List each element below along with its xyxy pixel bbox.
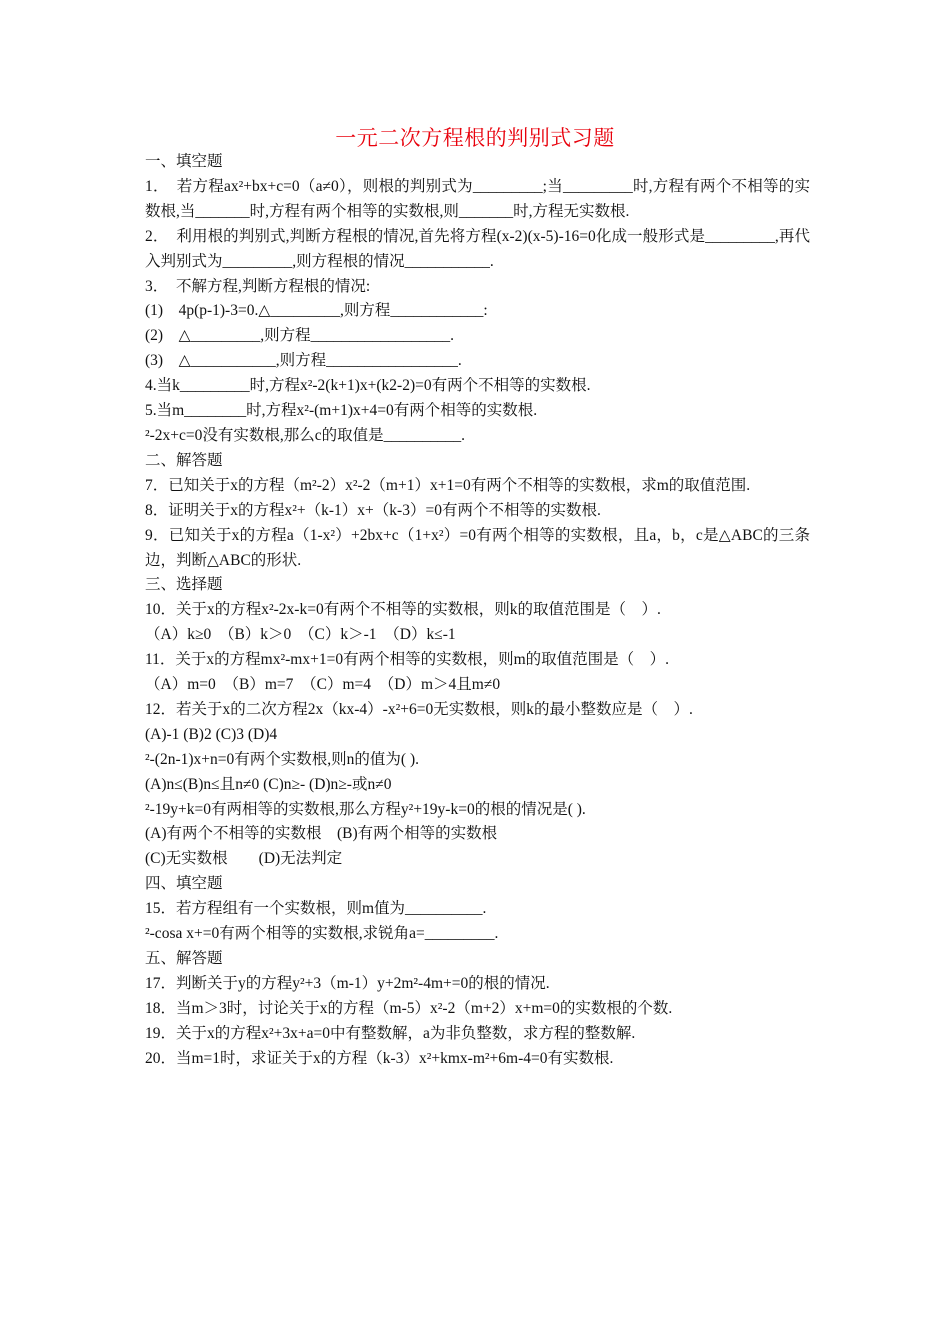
question-11-options: （A）m=0 （B）m=7 （C）m=4 （D）m＞4且m≠0 [145,676,501,694]
question-14: ²-19y+k=0有两相等的实数根,那么方程y²+19y-k=0的根的情况是( ). [145,800,586,818]
question-13: ²-(2n-1)x+n=0有两个实数根,则n的值为( ). [145,750,419,768]
question-9: 9．已知关于x的方程a（1-x²）+2bx+c（1+x²）=0有两个相等的实数根，且a，b，c是△ABC的三条边，判断△ABC的形状. [145,526,810,569]
question-5: 5.当m________时,方程x²-(m+1)x+4=0有两个相等的实数根. [145,402,538,420]
question-7: 7．已知关于x的方程（m²-2）x²-2（m+1）x+1=0有两个不相等的实数根，求m的取值范围. [145,476,751,494]
question-2: 2． 利用根的判别式,判断方程根的情况,首先将方程(x-2)(x-5)-16=0化成一般形式是_________,再代入判别式为_________,则方程根的情况___________. [145,227,810,270]
question-17: 17．判断关于y的方程y²+3（m-1）y+2m²-4m+=0的根的情况. [145,974,550,992]
question-16: ²-cosa x+=0有两个相等的实数根,求锐角a=_________. [145,925,499,943]
question-11: 11．关于x的方程mx²-mx+1=0有两个相等的实数根，则m的取值范围是（ ）. [145,651,670,669]
question-10: 10．关于x的方程x²-2x-k=0有两个不相等的实数根，则k的取值范围是（ ）. [145,601,661,619]
question-18: 18．当m＞3时，讨论关于x的方程（m-5）x²-2（m+2）x+m=0的实数根的个数. [145,999,673,1017]
section-heading-fill-in-2: 四、填空题 [145,875,223,893]
question-14-options-ab: (A)有两个不相等的实数根 (B)有两个相等的实数根 [145,825,498,843]
question-6: ²-2x+c=0没有实数根,那么c的取值是__________. [145,426,466,444]
question-8: 8．证明关于x的方程x²+（k-1）x+（k-3）=0有两个不相等的实数根. [145,501,601,519]
question-14-options-cd: (C)无实数根 (D)无法判定 [145,850,343,868]
question-4: 4.当k_________时,方程x²-2(k+1)x+(k2-2)=0有两个不相等的实数根. [145,377,591,395]
question-10-options: （A）k≥0 （B）k＞0 （C）k＞-1 （D）k≤-1 [145,626,456,644]
question-13-options: (A)n≤(B)n≤且n≠0 (C)n≥- (D)n≥-或n≠0 [145,775,392,793]
document-title: 一元二次方程根的判别式习题 [335,126,615,150]
question-3-part-3: (3) △___________,则方程_________________. [145,352,462,370]
section-heading-solve-2: 五、解答题 [145,950,223,967]
question-1: 1． 若方程ax²+bx+c=0（a≠0），则根的判别式为_________;当_________时,方程有两个不相等的实数根,当_______时,方程有两个相等的实数根,则_______时,方程无实数根. [145,177,810,220]
question-3: 3． 不解方程,判断方程根的情况: [145,277,371,295]
question-20: 20．当m=1时，求证关于x的方程（k-3）x²+kmx-m²+6m-4=0有实数根. [145,1049,614,1067]
document-body [145,150,810,1072]
question-19: 19．关于x的方程x²+3x+a=0中有整数解，a为非负整数，求方程的整数解. [145,1024,636,1042]
question-3-part-2: (2) △_________,则方程__________________. [145,327,454,345]
section-heading-solve: 二、解答题 [145,451,223,469]
question-3-part-1: (1) 4p(p-1)-3=0.△_________,则方程____________: [145,302,488,320]
question-15: 15．若方程组有一个实数根，则m值为__________. [145,900,487,918]
section-heading-fill-in: 一、填空题 [145,153,223,170]
section-heading-choice: 三、选择题 [145,576,223,594]
question-12: 12．若关于x的二次方程2x（kx-4）-x²+6=0无实数根，则k的最小整数应是（ ）. [145,700,693,718]
question-12-options: (A)-1 (B)2 (C)3 (D)4 [145,725,278,743]
